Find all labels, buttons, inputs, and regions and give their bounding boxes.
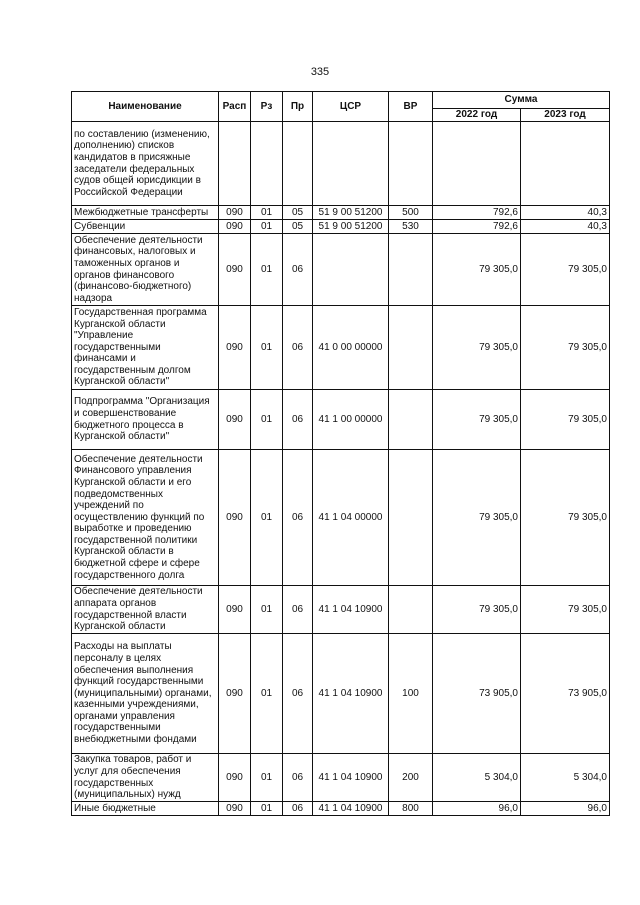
cell-rz: 01: [251, 450, 283, 586]
cell-pr: 06: [283, 450, 313, 586]
cell-y2022: 79 305,0: [433, 450, 521, 586]
cell-y2022: 73 905,0: [433, 634, 521, 754]
cell-y2023: 79 305,0: [521, 234, 610, 306]
cell-csr: 41 0 00 00000: [313, 306, 389, 390]
cell-csr: 41 1 00 00000: [313, 390, 389, 450]
cell-csr: 41 1 04 10900: [313, 634, 389, 754]
cell-y2022: 792,6: [433, 206, 521, 220]
header-row: [72, 92, 610, 109]
cell-name: Субвенции: [72, 220, 219, 234]
cell-name: Обеспечение деятельности финансовых, налоговых и таможенных органов и органов финансового (финансово-бюджетного) надзора: [72, 234, 219, 306]
col-header-pr: Пр: [283, 92, 313, 122]
cell-rasp: 090: [219, 634, 251, 754]
cell-rasp: 090: [219, 450, 251, 586]
cell-name: Расходы на выплаты персоналу в целях обеспечения выполнения функций государственными (муниципальными) органами, казенными учреждениями, органами управления государственными внебюджетными фондами: [72, 634, 219, 754]
cell-pr: 06: [283, 754, 313, 802]
cell-rz: 01: [251, 234, 283, 306]
cell-rz: 01: [251, 220, 283, 234]
cell-y2023: 79 305,0: [521, 450, 610, 586]
cell-rz: 01: [251, 306, 283, 390]
cell-vr: [389, 390, 433, 450]
cell-csr: 41 1 04 00000: [313, 450, 389, 586]
cell-y2023: 5 304,0: [521, 754, 610, 802]
cell-vr: [389, 450, 433, 586]
table-row: [72, 450, 610, 586]
cell-vr: 500: [389, 206, 433, 220]
table-row: [72, 306, 610, 390]
cell-rasp: 090: [219, 802, 251, 816]
cell-rasp: 090: [219, 306, 251, 390]
col-header-rasp: Расп: [219, 92, 251, 122]
cell-y2022: 96,0: [433, 802, 521, 816]
table-row: [72, 802, 610, 816]
table-row: [72, 234, 610, 306]
cell-vr: 100: [389, 634, 433, 754]
cell-name: Закупка товаров, работ и услуг для обеспечения государственных (муниципальных) нужд: [72, 754, 219, 802]
cell-vr: [389, 122, 433, 206]
table-row: [72, 390, 610, 450]
cell-rasp: 090: [219, 390, 251, 450]
cell-y2023: 73 905,0: [521, 634, 610, 754]
cell-vr: [389, 234, 433, 306]
cell-pr: 06: [283, 390, 313, 450]
cell-rasp: 090: [219, 586, 251, 634]
table-row: [72, 586, 610, 634]
cell-rz: 01: [251, 802, 283, 816]
cell-y2023: 79 305,0: [521, 306, 610, 390]
cell-pr: 06: [283, 586, 313, 634]
col-header-2022: 2022 год: [433, 109, 521, 122]
cell-y2022: 79 305,0: [433, 586, 521, 634]
cell-rasp: 090: [219, 754, 251, 802]
col-header-sum: Сумма: [433, 92, 610, 109]
col-header-name: Наименование: [72, 92, 219, 122]
cell-pr: 05: [283, 220, 313, 234]
cell-vr: 800: [389, 802, 433, 816]
table-row: [72, 634, 610, 754]
cell-y2022: 79 305,0: [433, 390, 521, 450]
cell-rasp: 090: [219, 206, 251, 220]
cell-y2022: 792,6: [433, 220, 521, 234]
cell-name: Межбюджетные трансферты: [72, 206, 219, 220]
cell-rz: 01: [251, 390, 283, 450]
cell-vr: 530: [389, 220, 433, 234]
cell-y2023: 96,0: [521, 802, 610, 816]
cell-pr: 06: [283, 234, 313, 306]
cell-pr: 06: [283, 802, 313, 816]
cell-name: Обеспечение деятельности аппарата органов государственной власти Курганской области: [72, 586, 219, 634]
table-row: [72, 206, 610, 220]
cell-rz: 01: [251, 754, 283, 802]
cell-rz: 01: [251, 206, 283, 220]
page-number: 335: [310, 66, 330, 78]
cell-name: Иные бюджетные: [72, 802, 219, 816]
cell-y2023: 79 305,0: [521, 586, 610, 634]
cell-name: Подпрограмма "Организация и совершенствование бюджетного процесса в Курганской области": [72, 390, 219, 450]
cell-pr: 05: [283, 206, 313, 220]
cell-y2022: 5 304,0: [433, 754, 521, 802]
cell-name: Обеспечение деятельности Финансового управления Курганской области и его подведомственных учреждений по осуществлению функций по выработке и проведению государственной политики Курганской области в бюджетной сфере и сфере государственного долга: [72, 450, 219, 586]
cell-vr: 200: [389, 754, 433, 802]
cell-csr: [313, 234, 389, 306]
cell-name: по составлению (изменению, дополнению) списков кандидатов в присяжные заседатели федеральных судов общей юрисдикции в Российской Федерации: [72, 122, 219, 206]
cell-csr: 51 9 00 51200: [313, 220, 389, 234]
cell-vr: [389, 586, 433, 634]
cell-rasp: [219, 122, 251, 206]
cell-y2023: 40,3: [521, 220, 610, 234]
table-row: [72, 122, 610, 206]
table-row: [72, 220, 610, 234]
cell-y2022: [433, 122, 521, 206]
cell-pr: [283, 122, 313, 206]
cell-rz: [251, 122, 283, 206]
cell-rz: 01: [251, 634, 283, 754]
col-header-rz: Рз: [251, 92, 283, 122]
col-header-2023: 2023 год: [521, 109, 610, 122]
cell-rasp: 090: [219, 220, 251, 234]
budget-table: [71, 91, 610, 816]
cell-y2023: [521, 122, 610, 206]
cell-y2022: 79 305,0: [433, 234, 521, 306]
table-row: [72, 754, 610, 802]
cell-csr: [313, 122, 389, 206]
cell-y2022: 79 305,0: [433, 306, 521, 390]
cell-rz: 01: [251, 586, 283, 634]
cell-y2023: 79 305,0: [521, 390, 610, 450]
cell-pr: 06: [283, 306, 313, 390]
cell-csr: 41 1 04 10900: [313, 586, 389, 634]
cell-rasp: 090: [219, 234, 251, 306]
cell-name: Государственная программа Курганской области "Управление государственными финансами и государственным долгом Курганской области": [72, 306, 219, 390]
col-header-csr: ЦСР: [313, 92, 389, 122]
col-header-vr: ВР: [389, 92, 433, 122]
cell-csr: 41 1 04 10900: [313, 754, 389, 802]
cell-csr: 51 9 00 51200: [313, 206, 389, 220]
cell-pr: 06: [283, 634, 313, 754]
cell-vr: [389, 306, 433, 390]
cell-csr: 41 1 04 10900: [313, 802, 389, 816]
cell-y2023: 40,3: [521, 206, 610, 220]
